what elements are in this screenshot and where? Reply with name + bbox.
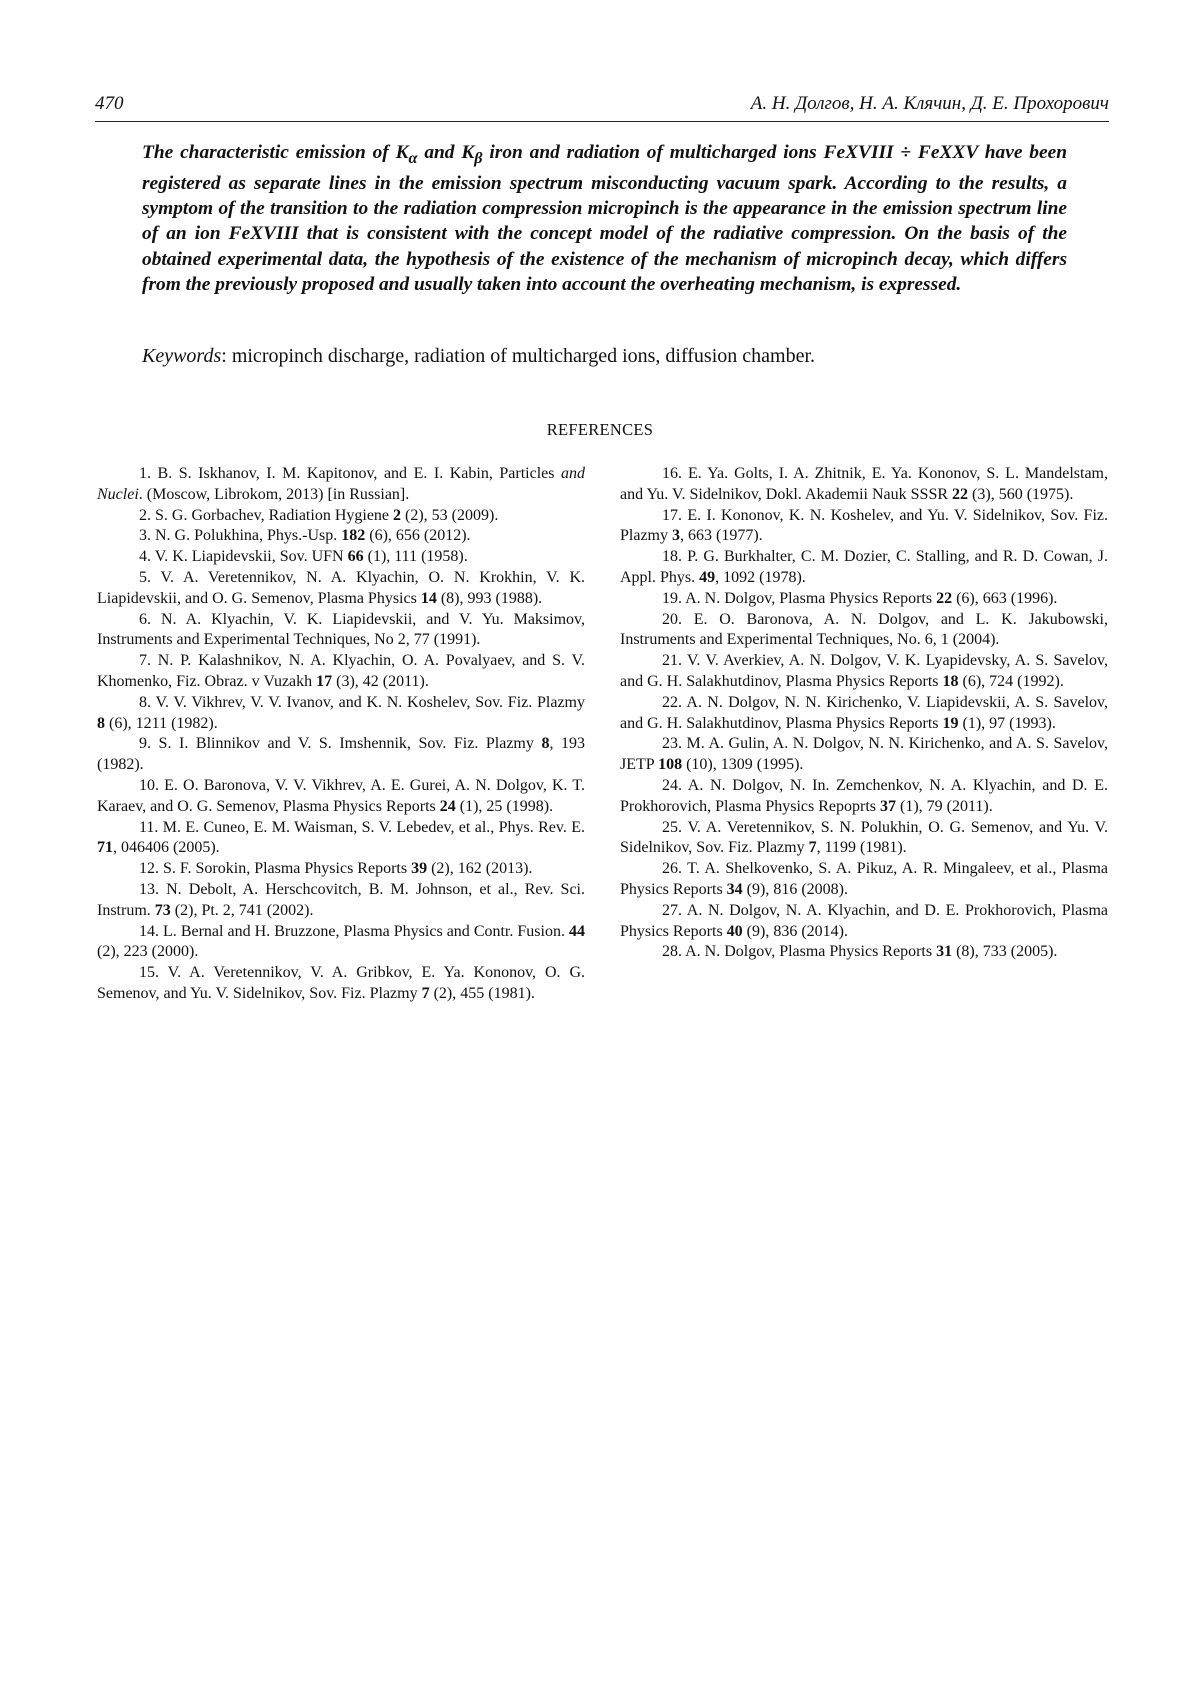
reference-item: 17. E. I. Kononov, K. N. Koshelev, and Yu. V. Sidelnikov, Sov. Fiz. Plazmy 3, 663 (1977). [620,506,1108,548]
keywords-line [142,345,1067,368]
reference-item: 16. E. Ya. Golts, I. A. Zhitnik, E. Ya. Kononov, S. L. Mandelstam, and Yu. V. Sidelnikov, Dokl. Akademii Nauk SSSR 22 (3), 560 (1975). [620,464,1108,506]
journal-page [0,0,1200,1698]
reference-item: 12. S. F. Sorokin, Plasma Physics Reports 39 (2), 162 (2013). [97,859,585,880]
reference-item: 19. A. N. Dolgov, Plasma Physics Reports 22 (6), 663 (1996). [620,589,1108,610]
reference-item: 3. N. G. Polukhina, Phys.-Usp. 182 (6), 656 (2012). [97,526,585,547]
references-heading: REFERENCES [0,420,1200,440]
reference-item: 1. B. S. Iskhanov, I. M. Kapitonov, and E. I. Kabin, Particles and Nuclei. (Moscow, Librokom, 2013) [in Russian]. [97,464,585,506]
header-authors: А. Н. Долгов, Н. А. Клячин, Д. Е. Прохорович [751,93,1109,115]
reference-item: 23. M. A. Gulin, A. N. Dolgov, N. N. Kirichenko, and A. S. Savelov, JETP 108 (10), 1309 (1995). [620,734,1108,776]
reference-item: 11. M. E. Cuneo, E. M. Waisman, S. V. Lebedev, et al., Phys. Rev. E. 71, 046406 (2005). [97,818,585,860]
references-right-column [620,464,1108,963]
abstract-text: The characteristic emission of Kα and Kβ iron and radiation of multicharged ions FeXVIII ÷ FeXXV have been registered as separate lines in the emission spectrum misconducting vacuum spark. According to the results, a symptom of the transition to the radiation compression micropinch is the appearance in the emission spectrum line of an ion FeXVIII that is consistent with the concept model of the radiative compression. On the basis of the obtained experimental data, the hypothesis of the existence of the mechanism of micropinch decay, which differs from the previously proposed and usually taken into account the overheating mechanism, is expressed. [142,140,1067,297]
reference-item: 14. L. Bernal and H. Bruzzone, Plasma Physics and Contr. Fusion. 44 (2), 223 (2000). [97,922,585,964]
reference-item: 7. N. P. Kalashnikov, N. A. Klyachin, O. A. Povalyaev, and S. V. Khomenko, Fiz. Obraz. v Vuzakh 17 (3), 42 (2011). [97,651,585,693]
reference-item: 26. T. A. Shelkovenko, S. A. Pikuz, A. R. Mingaleev, et al., Plasma Physics Reports 34 (9), 816 (2008). [620,859,1108,901]
reference-item: 13. N. Debolt, A. Herschcovitch, B. M. Johnson, et al., Rev. Sci. Instrum. 73 (2), Pt. 2, 741 (2002). [97,880,585,922]
k-beta-subscript: β [474,150,482,167]
reference-item: 18. P. G. Burkhalter, C. M. Dozier, C. Stalling, and R. D. Cowan, J. Appl. Phys. 49, 1092 (1978). [620,547,1108,589]
reference-item: 15. V. A. Veretennikov, V. A. Gribkov, E. Ya. Kononov, O. G. Semenov, and Yu. V. Sidelnikov, Sov. Fiz. Plazmy 7 (2), 455 (1981). [97,963,585,1005]
keywords-text: : micropinch discharge, radiation of multicharged ions, diffusion chamber. [221,345,815,367]
reference-item: 9. S. I. Blinnikov and V. S. Imshennik, Sov. Fiz. Plazmy 8, 193 (1982). [97,734,585,776]
reference-item: 22. A. N. Dolgov, N. N. Kirichenko, V. Liapidevskii, A. S. Savelov, and G. H. Salakhutdinov, Plasma Physics Reports 19 (1), 97 (1993). [620,693,1108,735]
k-alpha-subscript: α [409,150,418,167]
reference-item: 10. E. O. Baronova, V. V. Vikhrev, A. E. Gurei, A. N. Dolgov, K. T. Karaev, and O. G. Semenov, Plasma Physics Reports 24 (1), 25 (1998). [97,776,585,818]
reference-item: 2. S. G. Gorbachev, Radiation Hygiene 2 (2), 53 (2009). [97,506,585,527]
running-header [95,93,1109,122]
reference-item: 6. N. A. Klyachin, V. K. Liapidevskii, and V. Yu. Maksimov, Instruments and Experimental Techniques, No 2, 77 (1991). [97,610,585,652]
reference-item: 21. V. V. Averkiev, A. N. Dolgov, V. K. Lyapidevsky, A. S. Savelov, and G. H. Salakhutdinov, Plasma Physics Reports 18 (6), 724 (1992). [620,651,1108,693]
reference-item: 24. A. N. Dolgov, N. In. Zemchenkov, N. A. Klyachin, and D. E. Prokhorovich, Plasma Physics Repoprts 37 (1), 79 (2011). [620,776,1108,818]
reference-item: 27. A. N. Dolgov, N. A. Klyachin, and D. E. Prokhorovich, Plasma Physics Reports 40 (9), 836 (2014). [620,901,1108,943]
references-left-column [97,464,585,1005]
reference-item: 28. A. N. Dolgov, Plasma Physics Reports 31 (8), 733 (2005). [620,942,1108,963]
reference-item: 25. V. A. Veretennikov, S. N. Polukhin, O. G. Semenov, and Yu. V. Sidelnikov, Sov. Fiz. Plazmy 7, 1199 (1981). [620,818,1108,860]
reference-item: 5. V. A. Veretennikov, N. A. Klyachin, O. N. Krokhin, V. K. Liapidevskii, and O. G. Semenov, Plasma Physics 14 (8), 993 (1988). [97,568,585,610]
reference-item: 4. V. K. Liapidevskii, Sov. UFN 66 (1), 111 (1958). [97,547,585,568]
reference-item: 20. E. O. Baronova, A. N. Dolgov, and L. K. Jakubowski, Instruments and Experimental Techniques, No. 6, 1 (2004). [620,610,1108,652]
page-number: 470 [95,93,124,115]
keywords-label: Keywords [142,345,221,367]
reference-item: 8. V. V. Vikhrev, V. V. Ivanov, and K. N. Koshelev, Sov. Fiz. Plazmy 8 (6), 1211 (1982). [97,693,585,735]
